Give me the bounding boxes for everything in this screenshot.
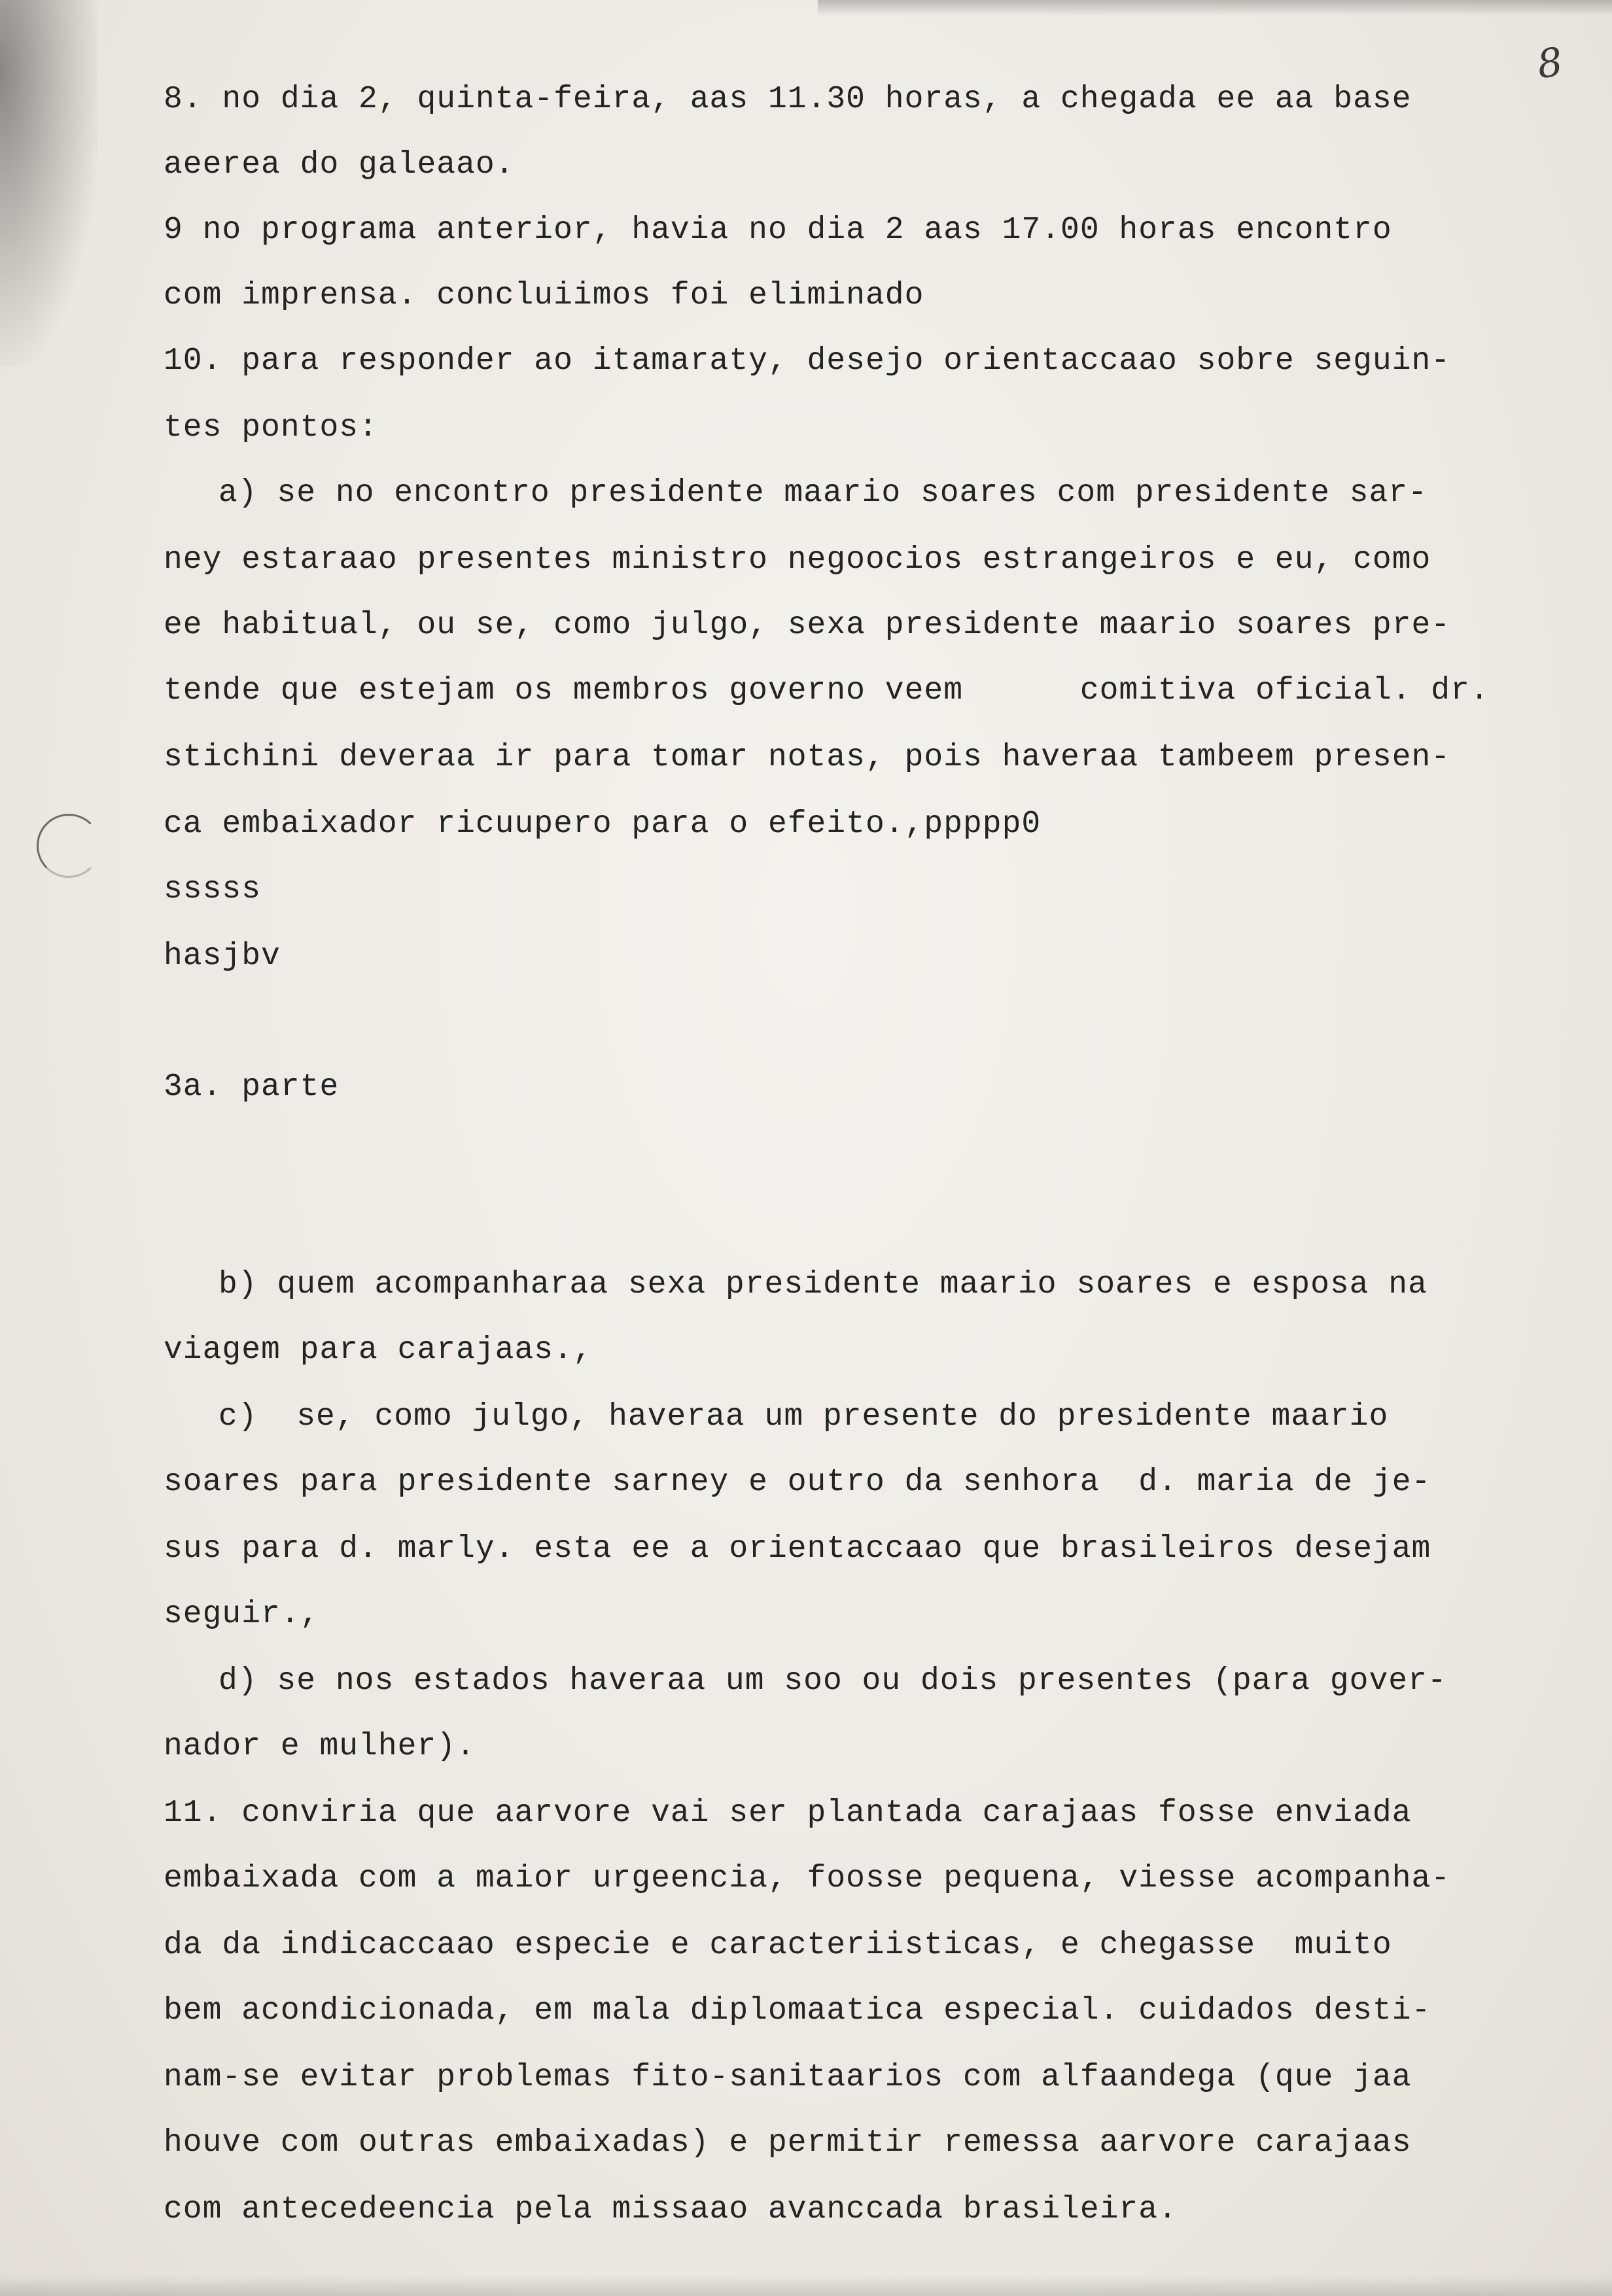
text-line: com imprensa. concluiimos foi eliminado: [164, 278, 924, 313]
text-line: 10. para responder ao itamaraty, desejo orientaccaao sobre seguin-: [164, 343, 1451, 379]
text-line: tes pontos:: [164, 410, 378, 445]
scan-shadow-left: [0, 0, 98, 366]
text-line: sssss: [164, 872, 262, 907]
text-line: ca embaixador ricuupero para o efeito.,ppppp0: [164, 807, 1042, 842]
text-line: ee habitual, ou se, como julgo, sexa presidente maario soares pre-: [164, 608, 1451, 643]
text-line: 11. conviria que aarvore vai ser plantada carajaas fosse enviada: [164, 1796, 1412, 1831]
text-line: 9 no programa anterior, havia no dia 2 aas 17.00 horas encontro: [164, 213, 1392, 248]
text-line: b) quem acompanharaa sexa presidente maario soares e esposa na: [219, 1267, 1428, 1302]
text-line: seguir.,: [164, 1597, 320, 1632]
text-line: stichini deveraa ir para tomar notas, pois haveraa tambeem presen-: [164, 740, 1451, 775]
text-line: ney estaraao presentes ministro negoocios estrangeiros e eu, como: [164, 542, 1431, 578]
page-number: 8: [1534, 39, 1566, 88]
text-line: 8. no dia 2, quinta-feira, aas 11.30 horas, a chegada ee aa base: [164, 82, 1412, 117]
scan-shadow-top: [818, 0, 1612, 16]
section-heading: 3a. parte: [164, 1070, 340, 1105]
text-line: nador e mulher).: [164, 1729, 476, 1764]
text-line: houve com outras embaixadas) e permitir remessa aarvore carajaas: [164, 2125, 1412, 2161]
text-line: aeerea do galeaao.: [164, 147, 515, 183]
text-line: tende que estejam os membros governo veem comitiva oficial. dr.: [164, 673, 1490, 708]
text-line: com antecedeencia pela missaao avanccada brasileira.: [164, 2192, 1178, 2227]
punch-hole: [37, 814, 101, 878]
text-line: viagem para carajaas.,: [164, 1332, 593, 1368]
text-line: sus para d. marly. esta ee a orientaccaao que brasileiros desejam: [164, 1531, 1431, 1567]
text-line: embaixada com a maior urgeencia, foosse pequena, viesse acompanha-: [164, 1861, 1451, 1896]
text-line: d) se nos estados haveraa um soo ou dois presentes (para gover-: [219, 1663, 1447, 1699]
text-line: soares para presidente sarney e outro da senhora d. maria de je-: [164, 1465, 1431, 1500]
text-line: c) se, como julgo, haveraa um presente do presidente maario: [219, 1399, 1389, 1435]
text-line: a) se no encontro presidente maario soares com presidente sar-: [219, 476, 1428, 511]
text-line: da da indicaccaao especie e caracteriisticas, e chegasse muito: [164, 1928, 1392, 1963]
text-line: hasjbv: [164, 939, 281, 974]
scan-shadow-bottom: [0, 2275, 1612, 2296]
text-line: nam-se evitar problemas fito-sanitaarios com alfaandega (que jaa: [164, 2060, 1412, 2095]
text-line: bem acondicionada, em mala diplomaatica especial. cuidados desti-: [164, 1993, 1431, 2028]
